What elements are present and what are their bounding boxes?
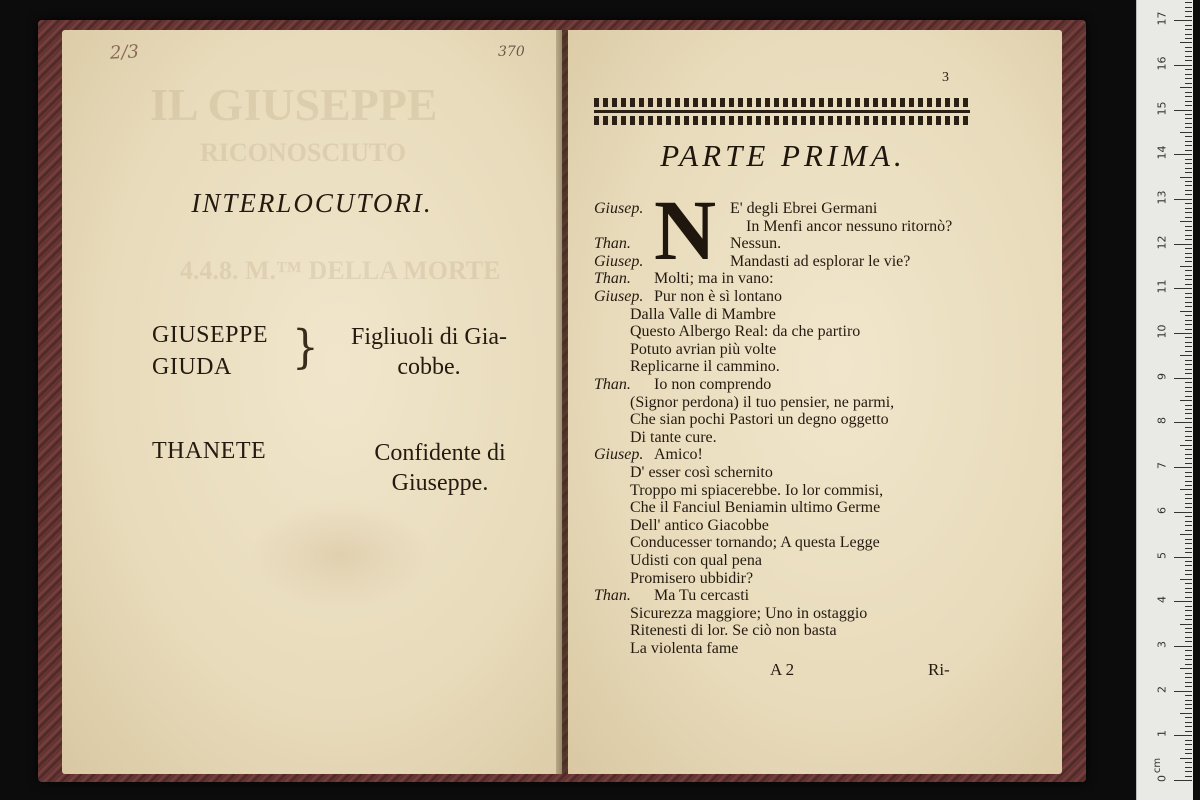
verse-line: Mandasti ad esplorar le vie?: [730, 252, 911, 270]
ruler-tick: [1185, 141, 1192, 142]
pencil-page-number: 370: [498, 44, 525, 60]
ruler-tick: [1185, 771, 1192, 772]
ruler-tick: [1185, 150, 1192, 151]
ruler-tick: [1180, 579, 1192, 580]
speaker-label: Than.: [594, 270, 631, 288]
ruler-tick: [1185, 181, 1192, 182]
ruler-tick: [1185, 159, 1192, 160]
ruler-tick: [1180, 177, 1192, 178]
ruler-tick: [1185, 574, 1192, 575]
ruler-tick: [1185, 525, 1192, 526]
ruler-tick: [1185, 208, 1192, 209]
ruler-tick: [1185, 548, 1192, 549]
ruler-tick: [1185, 597, 1192, 598]
ruler-tick: [1180, 445, 1192, 446]
ruler-tick: [1185, 436, 1192, 437]
verse-line: Che sian pochi Pastori un degno oggetto: [630, 411, 889, 429]
ruler-tick: [1185, 118, 1192, 119]
ruler-tick: [1185, 2, 1192, 3]
ruler-tick: [1185, 92, 1192, 93]
signature-mark: A 2: [770, 660, 795, 679]
ruler-tick: [1185, 427, 1192, 428]
ruler-tick: [1185, 396, 1192, 397]
ruler-tick: [1185, 405, 1192, 406]
ruler-tick: [1185, 413, 1192, 414]
verse-line: Di tante cure.: [630, 428, 717, 446]
ruler-number: 14: [1155, 145, 1169, 160]
ruler-tick: [1185, 704, 1192, 705]
speaker-label: Giusep.: [594, 252, 644, 270]
ruler-tick: [1174, 467, 1192, 468]
ruler-tick: [1185, 708, 1192, 709]
ruler-tick: [1185, 235, 1192, 236]
ruler-tick: [1185, 74, 1192, 75]
ruler-tick: [1185, 369, 1192, 370]
ruler-tick: [1185, 740, 1192, 741]
ruler-tick: [1185, 382, 1192, 383]
ruler-tick: [1185, 615, 1192, 616]
ruler-tick: [1185, 324, 1192, 325]
ruler-tick: [1174, 65, 1192, 66]
ruler-tick: [1185, 507, 1192, 508]
ruler-tick: [1185, 239, 1192, 240]
ruler-number: 7: [1155, 462, 1169, 470]
ruler-number: 16: [1155, 56, 1169, 71]
ornament-band: [594, 116, 970, 125]
ruler-tick: [1185, 373, 1192, 374]
ruler-tick: [1185, 185, 1192, 186]
ruler-number: 15: [1155, 101, 1169, 115]
ruler-tick: [1180, 132, 1192, 133]
ruler-tick: [1185, 279, 1192, 280]
ruler-number: 2: [1155, 685, 1169, 693]
ruler-tick: [1185, 29, 1192, 30]
verse-line: (Signor perdona) il tuo pensier, ne parmi,: [630, 393, 895, 411]
ruler-tick: [1185, 454, 1192, 455]
ruler-tick: [1174, 20, 1192, 21]
ruler-tick: [1185, 744, 1192, 745]
ruler-tick: [1174, 333, 1192, 334]
ruler-tick: [1174, 422, 1192, 423]
character-name: GIUSEPPE: [152, 322, 269, 348]
ruler-number: 4: [1155, 596, 1169, 604]
ruler-tick: [1185, 190, 1192, 191]
ruler-tick: [1185, 60, 1192, 61]
verse-line: Troppo mi spiacerebbe. Io lor commisi,: [630, 481, 884, 499]
ruler-tick: [1185, 248, 1192, 249]
ruler-tick: [1174, 557, 1192, 558]
description-line: cobbe.: [397, 354, 461, 380]
character-name: GIUDA: [152, 354, 232, 380]
ruler-tick: [1174, 512, 1192, 513]
ruler-tick: [1185, 34, 1192, 35]
ruler-tick: [1185, 253, 1192, 254]
ruler-tick: [1185, 145, 1192, 146]
ruler-tick: [1185, 136, 1192, 137]
ruler-tick: [1185, 203, 1192, 204]
ruler-number: 5: [1155, 551, 1169, 559]
cast-heading: INTERLOCUTORI.: [191, 188, 433, 218]
ruler-tick: [1180, 534, 1192, 535]
character-description: [340, 438, 540, 498]
bleed-through-seal: [250, 500, 430, 610]
ruler-tick: [1185, 659, 1192, 660]
ruler-tick: [1185, 762, 1192, 763]
ruler-tick: [1185, 463, 1192, 464]
ruler-number: 11: [1155, 279, 1169, 294]
ruler-tick: [1185, 123, 1192, 124]
ruler-tick: [1180, 668, 1192, 669]
speaker-label: Giusep.: [594, 288, 644, 305]
ruler-number: 9: [1155, 372, 1169, 380]
ruler-tick: [1185, 217, 1192, 218]
ruler-tick: [1185, 588, 1192, 589]
speaker-label: Than.: [594, 587, 631, 605]
description-line: Figliuoli di Gia-: [351, 324, 507, 350]
ruler-tick: [1185, 78, 1192, 79]
ruler-number: 8: [1155, 417, 1169, 425]
ruler-number: 13: [1155, 190, 1169, 205]
part-title: PARTE PRIMA.: [660, 138, 906, 173]
ruler-tick: [1185, 521, 1192, 522]
verse-line: Potuto avrian più volte: [630, 340, 777, 358]
ruler-tick: [1180, 758, 1192, 759]
ruler-tick: [1174, 646, 1192, 647]
ruler-tick: [1185, 731, 1192, 732]
ruler-tick: [1185, 570, 1192, 571]
ruler-tick: [1174, 735, 1192, 736]
ruler-tick: [1185, 270, 1192, 271]
ruler-tick: [1185, 686, 1192, 687]
ruler-tick: [1185, 606, 1192, 607]
ruler-tick: [1185, 628, 1192, 629]
ruler-tick: [1185, 776, 1192, 777]
ruler-tick: [1185, 16, 1192, 17]
verse-line: La violenta fame: [630, 640, 739, 657]
ruler-tick: [1185, 409, 1192, 410]
ruler-tick: [1185, 583, 1192, 584]
ruler-tick: [1180, 713, 1192, 714]
ruler-tick: [1185, 69, 1192, 70]
ruler-tick: [1185, 25, 1192, 26]
ruler-tick: [1180, 266, 1192, 267]
verse-line: Udisti con qual pena: [630, 552, 762, 569]
ruler-tick: [1185, 440, 1192, 441]
verse-line: Replicarne il cammino.: [630, 358, 780, 376]
ruler-tick: [1185, 11, 1192, 12]
verse-line: Nessun.: [730, 235, 782, 253]
ruler-tick: [1185, 226, 1192, 227]
ruler-tick: [1185, 306, 1192, 307]
ruler-tick: [1185, 726, 1192, 727]
ruler-tick: [1185, 717, 1192, 718]
ornament-rule: [594, 110, 970, 113]
ruler-number: 3: [1155, 640, 1169, 648]
character-name: THANETE: [152, 438, 267, 464]
ruler-unit: cm: [1152, 757, 1164, 774]
ruler-tick: [1180, 221, 1192, 222]
verse-line: Ma Tu cercasti: [654, 587, 750, 605]
ruler-tick: [1185, 677, 1192, 678]
ruler-tick: [1185, 212, 1192, 213]
ruler-tick: [1185, 337, 1192, 338]
ruler-tick: [1185, 682, 1192, 683]
ruler-tick: [1185, 329, 1192, 330]
ruler-tick: [1185, 284, 1192, 285]
ruler-tick: [1185, 753, 1192, 754]
ruler-number: 6: [1155, 506, 1169, 514]
ruler-tick: [1185, 83, 1192, 84]
ruler-tick: [1185, 592, 1192, 593]
verse-line: E' degli Ebrei Germani: [730, 200, 878, 217]
ruler-tick: [1174, 199, 1192, 200]
ruler-tick: [1185, 96, 1192, 97]
ruler-tick: [1185, 342, 1192, 343]
ruler-tick: [1180, 624, 1192, 625]
ruler-tick: [1185, 449, 1192, 450]
speaker-label: Giusep.: [594, 200, 644, 217]
bleed-through-subtitle: RICONOSCIUTO: [200, 138, 407, 167]
speaker-label: Than.: [594, 235, 631, 253]
ruler-tick: [1185, 655, 1192, 656]
verse-line: D' esser così schernito: [630, 464, 773, 481]
speaker-label: Giusep.: [594, 446, 644, 464]
ruler-tick: [1185, 7, 1192, 8]
ruler-tick: [1185, 632, 1192, 633]
ruler-tick: [1185, 516, 1192, 517]
ruler-tick: [1185, 275, 1192, 276]
verse-line: Promisero ubbidir?: [630, 569, 754, 587]
ruler-tick: [1185, 172, 1192, 173]
ruler-tick: [1185, 320, 1192, 321]
ruler-tick: [1185, 561, 1192, 562]
ruler-tick: [1185, 315, 1192, 316]
ruler-tick: [1174, 601, 1192, 602]
ruler-tick: [1185, 194, 1192, 195]
ornament-band: [594, 98, 970, 107]
ruler-tick: [1174, 110, 1192, 111]
verse-line: Pur non è sì lontano: [654, 288, 782, 305]
verse-line: Io non comprendo: [654, 376, 772, 393]
ruler-tick: [1180, 87, 1192, 88]
ruler-tick: [1185, 51, 1192, 52]
ruler-tick: [1185, 458, 1192, 459]
ruler-tick: [1185, 302, 1192, 303]
verse-line: In Menfi ancor nessuno ritornò?: [746, 217, 953, 235]
ruler-tick: [1185, 749, 1192, 750]
speaker-label: Than.: [594, 376, 631, 393]
ruler-tick: [1185, 552, 1192, 553]
ruler-tick: [1180, 355, 1192, 356]
ruler-tick: [1185, 105, 1192, 106]
ruler-number: 17: [1155, 11, 1169, 26]
ruler-tick: [1185, 163, 1192, 164]
ruler-tick: [1185, 565, 1192, 566]
ruler-tick: [1185, 539, 1192, 540]
ruler-tick: [1185, 101, 1192, 102]
ruler-tick: [1185, 494, 1192, 495]
ruler-tick: [1185, 498, 1192, 499]
ruler-tick: [1185, 418, 1192, 419]
ruler-tick: [1185, 391, 1192, 392]
brace-icon: }: [292, 319, 319, 374]
ruler-tick: [1185, 503, 1192, 504]
ruler-tick: [1185, 293, 1192, 294]
verse-line: Conducesser tornando; A questa Legge: [630, 534, 880, 552]
ruler-tick: [1185, 641, 1192, 642]
ruler-tick: [1185, 114, 1192, 115]
ruler-tick: [1185, 481, 1192, 482]
ruler-tick: [1185, 695, 1192, 696]
ruler-tick: [1185, 47, 1192, 48]
ruler-tick: [1185, 297, 1192, 298]
ruler-tick: [1180, 400, 1192, 401]
bleed-through-line: 4.4.8. M.™ DELLA MORTE: [180, 256, 501, 285]
ruler-tick: [1185, 476, 1192, 477]
catchword: Ri-: [928, 660, 950, 679]
ruler-tick: [1185, 56, 1192, 57]
ruler-tick: [1185, 38, 1192, 39]
ruler-tick: [1180, 42, 1192, 43]
ruler-tick: [1185, 230, 1192, 231]
character-description: [322, 322, 536, 382]
ruler-tick: [1185, 261, 1192, 262]
page-number: 3: [942, 70, 949, 85]
ruler-tick: [1185, 431, 1192, 432]
ruler-tick: [1185, 664, 1192, 665]
ruler-tick: [1174, 780, 1192, 781]
ruler-tick: [1174, 288, 1192, 289]
ruler-tick: [1185, 619, 1192, 620]
ruler-tick: [1185, 700, 1192, 701]
ruler-number: 0: [1155, 775, 1169, 782]
ruler-tick: [1185, 543, 1192, 544]
ruler-tick: [1185, 351, 1192, 352]
verse-line: Ritenesti di lor. Se ciò non basta: [630, 622, 837, 640]
ruler-tick: [1174, 244, 1192, 245]
ruler-tick: [1185, 257, 1192, 258]
ruler-tick: [1174, 691, 1192, 692]
ruler-tick: [1185, 387, 1192, 388]
verse-line: Amico!: [654, 446, 703, 464]
verse-line: Molti; ma in vano:: [654, 270, 774, 288]
ruler-tick: [1180, 311, 1192, 312]
ruler-number: 1: [1155, 730, 1169, 738]
ruler-tick: [1185, 485, 1192, 486]
ruler-tick: [1185, 610, 1192, 611]
ruler-tick: [1185, 767, 1192, 768]
ruler-tick: [1174, 378, 1192, 379]
verse-line: Sicurezza maggiore; Uno in ostaggio: [630, 604, 868, 622]
verse-line: Dalla Valle di Mambre: [630, 305, 776, 323]
ruler-tick: [1185, 346, 1192, 347]
verse-line: Dell' antico Giacobbe: [630, 516, 769, 534]
verse-line: Questo Albergo Real: da che partiro: [630, 323, 861, 341]
ruler-tick: [1185, 168, 1192, 169]
ruler-tick: [1185, 722, 1192, 723]
ruler-number: 10: [1155, 324, 1169, 339]
pencil-annotation: 2/3: [109, 41, 140, 64]
description-line: Confidente di: [374, 440, 506, 466]
drop-cap: N: [654, 182, 717, 278]
ruler-tick: [1185, 360, 1192, 361]
ruler-tick: [1185, 637, 1192, 638]
ruler-tick: [1185, 673, 1192, 674]
description-line: Giuseppe.: [391, 470, 489, 496]
ruler-tick: [1185, 650, 1192, 651]
ruler-tick: [1185, 127, 1192, 128]
ruler-tick: [1174, 154, 1192, 155]
ruler-tick: [1185, 472, 1192, 473]
ruler-tick: [1180, 489, 1192, 490]
ruler-tick: [1185, 530, 1192, 531]
ruler-number: 12: [1155, 235, 1169, 250]
bleed-through-title: IL GIUSEPPE: [150, 79, 438, 130]
ruler-tick: [1185, 364, 1192, 365]
verse-line: Che il Fanciul Beniamin ultimo Germe: [630, 499, 881, 517]
